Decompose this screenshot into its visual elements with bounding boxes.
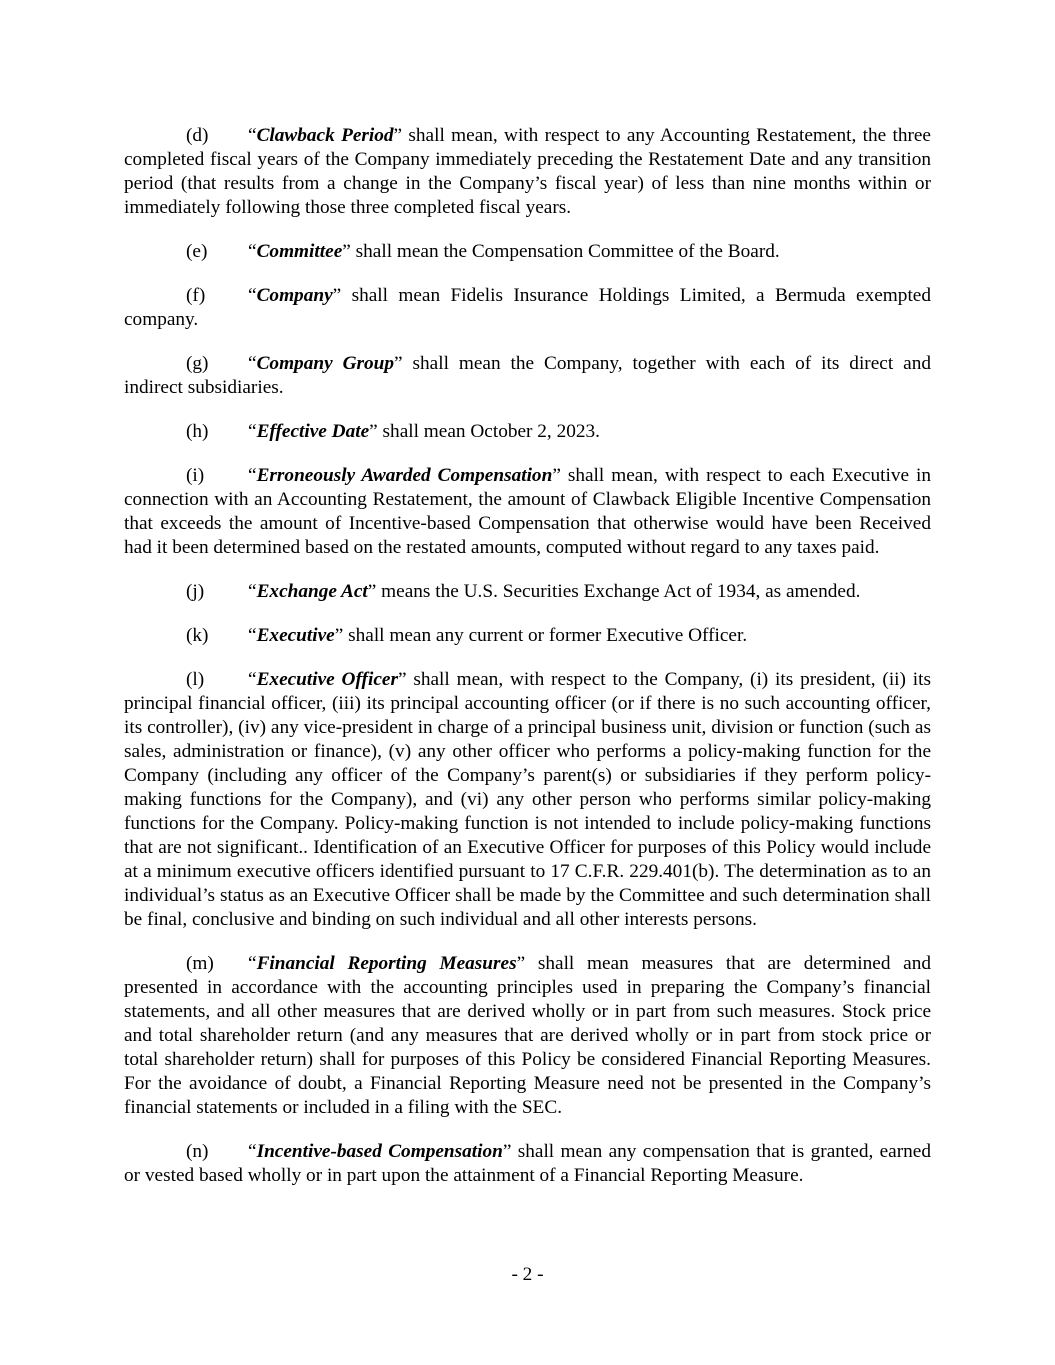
definition-executive-officer: (l) “Executive Officer” shall mean, with respect to the Company, (i) its president, (ii) its principal financial officer, (iii) its principal accounting officer (or if there is no such accounting officer, its controller), (iv) any vice-president in charge of a principal business unit, division or function (such as sales, administration or finance), (v) any other officer who performs a policy-making function for the Company (including any officer of the Company’s parent(s) or subsidiaries if they perform policy-making functions for the Company), and (vi) any other person who performs similar policy-making functions for the Company. Policy-making function is not intended to include policy-making functions that are not significant.. Identification of an Executive Officer for purposes of this Policy would include at a minimum executive officers identified pursuant to 17 C.F.R. 229.401(b). The determination as to an individual’s status as an Executive Officer shall be made by the Committee and such determination shall be final, conclusive and binding on such individual and all other interests persons. bbox=[124, 669, 931, 930]
definition-text: shall mean the Company, together with each of its direct and indirect subsidiaries. bbox=[124, 353, 931, 398]
defined-term: Erroneously Awarded Compensation bbox=[256, 465, 553, 486]
definition-label: (j) bbox=[186, 581, 205, 602]
defined-term: Company bbox=[256, 285, 333, 306]
definition-incentive-based-compensation: (n) “Incentive-based Compensation” shall mean any compensation that is granted, earned or vested based wholly or in part upon the attainment of a Financial Reporting Measure. bbox=[124, 1141, 931, 1186]
definition-text: shall mean any compensation that is granted, earned or vested based wholly or in part upon the attainment of a Financial Reporting Measure. bbox=[124, 1141, 931, 1186]
defined-term: Exchange Act bbox=[256, 581, 368, 602]
definition-text: shall mean Fidelis Insurance Holdings Limited, a Bermuda exempted company. bbox=[124, 285, 931, 330]
definition-text: shall mean the Compensation Committee of the Board. bbox=[350, 241, 780, 262]
definition-company: (f) “Company” shall mean Fidelis Insurance Holdings Limited, a Bermuda exempted company. bbox=[124, 285, 931, 330]
document-page bbox=[124, 124, 931, 1208]
defined-term: Company Group bbox=[256, 353, 394, 374]
definition-label: (n) bbox=[186, 1141, 209, 1162]
defined-term: Financial Reporting Measures bbox=[256, 953, 517, 974]
definition-company-group: (g) “Company Group” shall mean the Company, together with each of its direct and indirect subsidiaries. bbox=[124, 353, 931, 398]
definition-label: (i) bbox=[186, 465, 205, 486]
definition-text: shall mean, with respect to each Executive in connection with an Accounting Restatement, the amount of Clawback Eligible Incentive Compensation that exceeds the amount of Incentive-based Compensation that otherwise would have been Received had it been determined based on the restated amounts, computed without regard to any taxes paid. bbox=[124, 465, 931, 558]
definition-label: (k) bbox=[186, 625, 209, 646]
defined-term: Executive bbox=[256, 625, 335, 646]
definition-text: shall mean October 2, 2023. bbox=[377, 421, 600, 442]
defined-term: Committee bbox=[256, 241, 343, 262]
definition-financial-reporting-measures: (m) “Financial Reporting Measures” shall mean measures that are determined and presented in accordance with the accounting principles used in preparing the Company’s financial statements, and all other measures that are derived wholly or in part from such measures. Stock price and total shareholder return (and any measures that are derived wholly or in part from stock price or total shareholder return) shall for purposes of this Policy be considered Financial Reporting Measures. For the avoidance of doubt, a Financial Reporting Measure need not be presented in the Company’s financial statements or included in a filing with the SEC. bbox=[124, 953, 932, 1118]
defined-term: Executive Officer bbox=[256, 669, 398, 690]
definition-text: shall mean measures that are determined and presented in accordance with the accounting principles used in preparing the Company’s financial statements, and all other measures that are derived wholly or in part from such measures. Stock price and total shareholder return (and any measures that are derived wholly or in part from stock price or total shareholder return) shall for purposes of this Policy be considered Financial Reporting Measures. For the avoidance of doubt, a Financial Reporting Measure need not be presented in the Company’s financial statements or included in a filing with the SEC. bbox=[124, 953, 932, 1118]
definition-label: (f) bbox=[186, 285, 206, 306]
definition-label: (e) bbox=[186, 241, 208, 262]
page-number: - 2 - bbox=[511, 1264, 544, 1285]
definition-label: (d) bbox=[186, 125, 209, 146]
definition-text: shall mean, with respect to the Company, (i) its president, (ii) its principal financial officer, (iii) its principal accounting officer (or if there is no such accounting officer, its controller), (iv) any vice-president in charge of a principal business unit, division or function (such as sales, administration or finance), (v) any other officer who performs a policy-making function for the Company (including any officer of the Company’s parent(s) or subsidiaries if they perform policy-making functions for the Company), and (vi) any other person who performs similar policy-making functions for the Company. Policy-making function is not intended to include policy-making functions that are not significant.. Identification of an Executive Officer for purposes of this Policy would include at a minimum executive officers identified pursuant to 17 C.F.R. 229.401(b). The determination as to an individual’s status as an Executive Officer shall be made by the Committee and such determination shall be final, conclusive and binding on such individual and all other interests persons. bbox=[124, 669, 931, 930]
definition-clawback-period: (d) “Clawback Period” shall mean, with respect to any Accounting Restatement, the three completed fiscal years of the Company immediately preceding the Restatement Date and any transition period (that results from a change in the Company’s fiscal year) of less than nine months within or immediately following those three completed fiscal years. bbox=[124, 125, 931, 218]
definition-label: (h) bbox=[186, 421, 209, 442]
definition-erroneously-awarded-compensation: (i) “Erroneously Awarded Compensation” shall mean, with respect to each Executive in connection with an Accounting Restatement, the amount of Clawback Eligible Incentive Compensation that exceeds the amount of Incentive-based Compensation that otherwise would have been Received had it been determined based on the restated amounts, computed without regard to any taxes paid. bbox=[124, 465, 931, 558]
definition-label: (m) bbox=[186, 953, 214, 974]
definition-label: (g) bbox=[186, 353, 209, 374]
definition-text: shall mean, with respect to any Accounting Restatement, the three completed fiscal years of the Company immediately preceding the Restatement Date and any transition period (that results from a change in the Company’s fiscal year) of less than nine months within or immediately following those three completed fiscal years. bbox=[124, 125, 931, 218]
definition-committee: (e) “Committee” shall mean the Compensation Committee of the Board. bbox=[186, 241, 780, 262]
definition-label: (l) bbox=[186, 669, 205, 690]
defined-term: Clawback Period bbox=[256, 125, 394, 146]
definition-executive: (k) “Executive” shall mean any current or former Executive Officer. bbox=[186, 625, 748, 646]
definition-text: shall mean any current or former Executive Officer. bbox=[343, 625, 748, 646]
definition-exchange-act: (j) “Exchange Act” means the U.S. Securities Exchange Act of 1934, as amended. bbox=[186, 581, 861, 602]
defined-term: Incentive-based Compensation bbox=[256, 1141, 503, 1162]
definition-text: means the U.S. Securities Exchange Act of 1934, as amended. bbox=[376, 581, 861, 602]
defined-term: Effective Date bbox=[256, 421, 370, 442]
definition-effective-date: (h) “Effective Date” shall mean October 2, 2023. bbox=[186, 421, 600, 442]
